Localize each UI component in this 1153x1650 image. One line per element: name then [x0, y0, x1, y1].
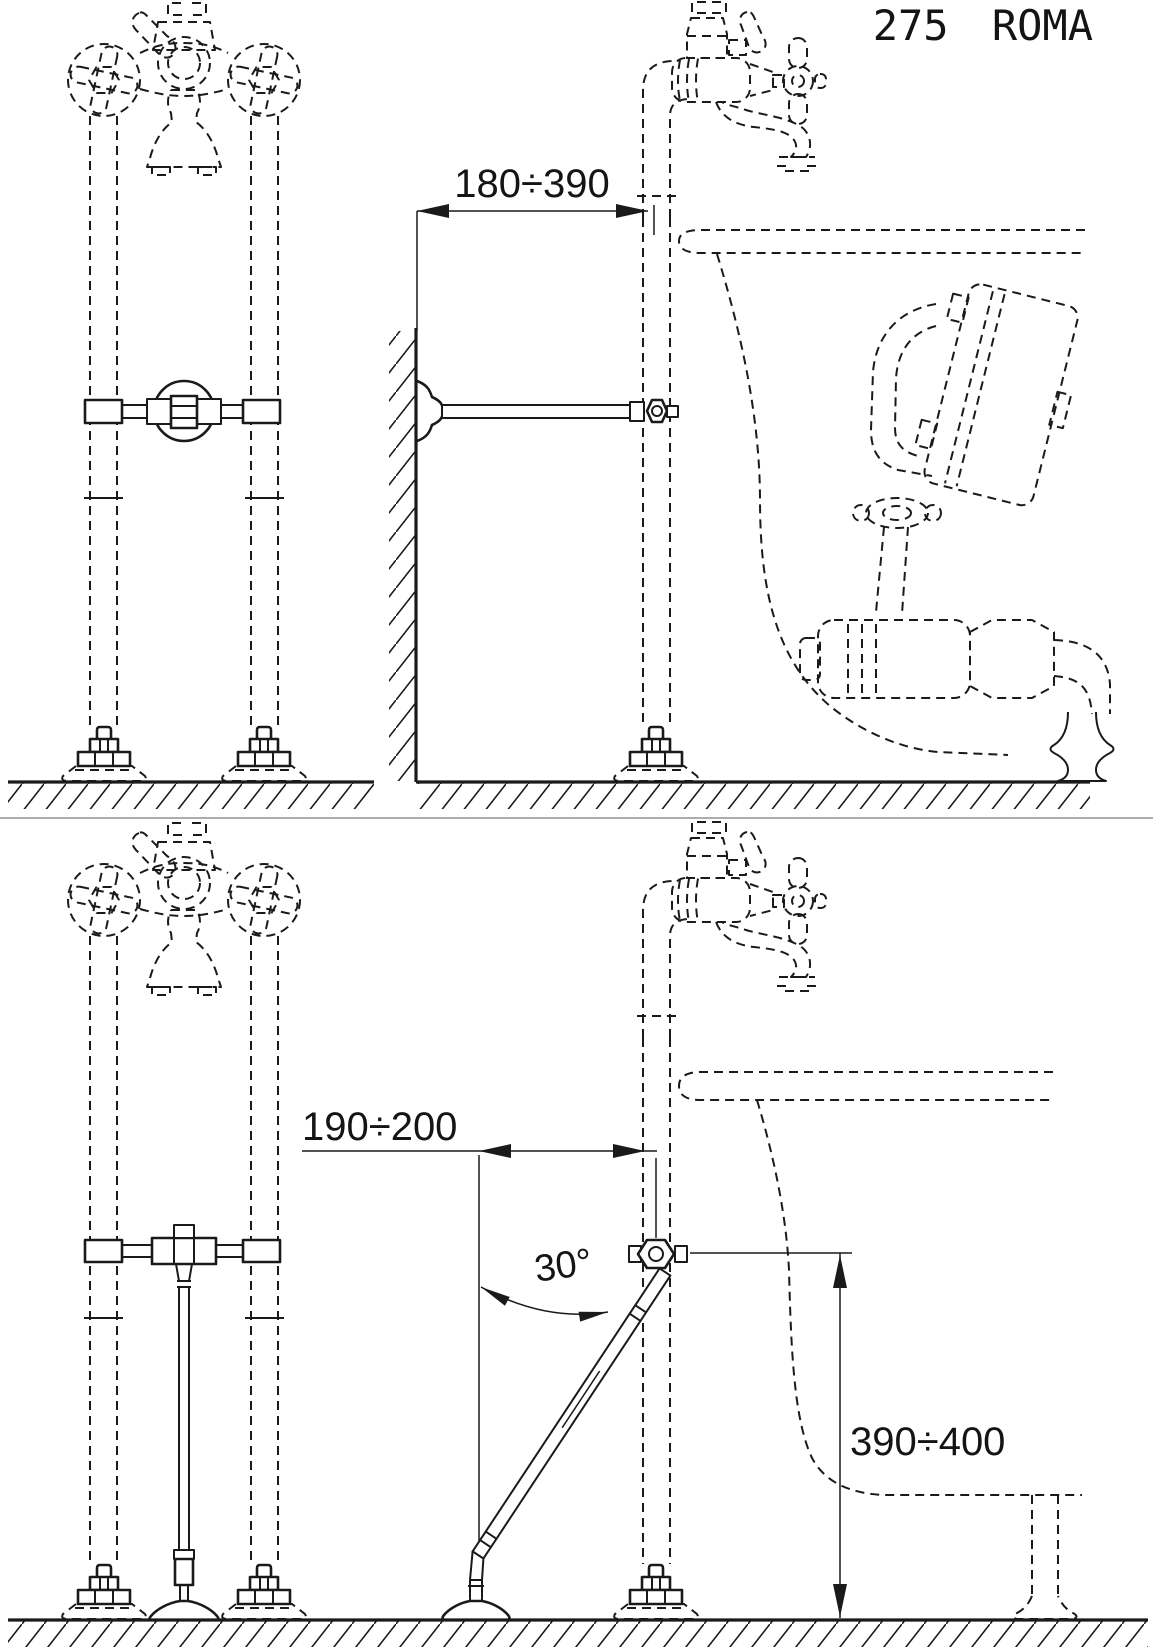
bathtub-outline — [679, 230, 1110, 755]
arrowhead-left — [417, 204, 449, 218]
view-front-wall-mounted — [8, 3, 374, 809]
arrowhead-left — [479, 1144, 511, 1158]
floor-hatch — [8, 1621, 1148, 1647]
dimension-label-wall-reach: 180÷390 — [454, 162, 610, 206]
tee-block — [152, 1238, 216, 1264]
dimension-label-angle: 30° — [531, 1241, 595, 1291]
dimension-angle — [481, 1241, 608, 1321]
leg-tube — [179, 1287, 189, 1550]
drain-outlet — [1054, 640, 1110, 714]
wall-flange — [417, 381, 443, 441]
tub-foot — [1014, 1495, 1077, 1619]
arrowhead-up — [833, 1255, 847, 1288]
floor — [416, 782, 1090, 809]
dimension-wall-reach — [417, 162, 654, 330]
floor — [8, 1620, 1148, 1647]
floor-hatch — [8, 783, 374, 809]
floor-hatch — [418, 783, 1090, 809]
tub-rim — [679, 230, 1085, 253]
page-title: 275 ROMA — [872, 1, 1093, 50]
leg-coupling — [175, 1559, 193, 1585]
tub-rim — [679, 1072, 1053, 1100]
view-side-floor-mounted — [302, 822, 1082, 1620]
leg-foot — [150, 1601, 219, 1620]
dimension-label-height: 390÷400 — [850, 1420, 1006, 1464]
view-side-wall-mounted — [389, 2, 1114, 809]
drain-trap — [800, 620, 1110, 714]
pipe-union — [853, 498, 941, 528]
floor — [8, 782, 374, 809]
hex-nut-icon — [647, 400, 667, 422]
overflow-body — [907, 278, 1091, 511]
drain-standpipe — [1051, 712, 1114, 781]
arrowhead-down — [833, 1584, 847, 1617]
arc-arrowhead-left — [481, 1287, 510, 1306]
support-rod — [442, 405, 630, 418]
dimension-label-floor-offset: 190÷200 — [302, 1105, 458, 1149]
arc-arrowhead-right — [579, 1312, 608, 1322]
wall-hatch — [389, 331, 415, 781]
dimension-height — [690, 1253, 1005, 1618]
wall-support-rod — [417, 381, 678, 441]
dimension-floor-offset — [302, 1105, 657, 1548]
trap-nut — [970, 620, 1054, 698]
brace-foot — [443, 1601, 510, 1620]
view-front-floor-mounted — [62, 823, 306, 1620]
bathtub-outline — [679, 1072, 1082, 1619]
hex-swivel-joint-icon — [638, 1240, 674, 1268]
overflow-elbow — [871, 304, 936, 476]
waste-pipes — [876, 527, 908, 614]
wall — [389, 328, 416, 782]
arrowhead-right — [613, 1144, 645, 1158]
supply-pipe — [643, 218, 670, 726]
